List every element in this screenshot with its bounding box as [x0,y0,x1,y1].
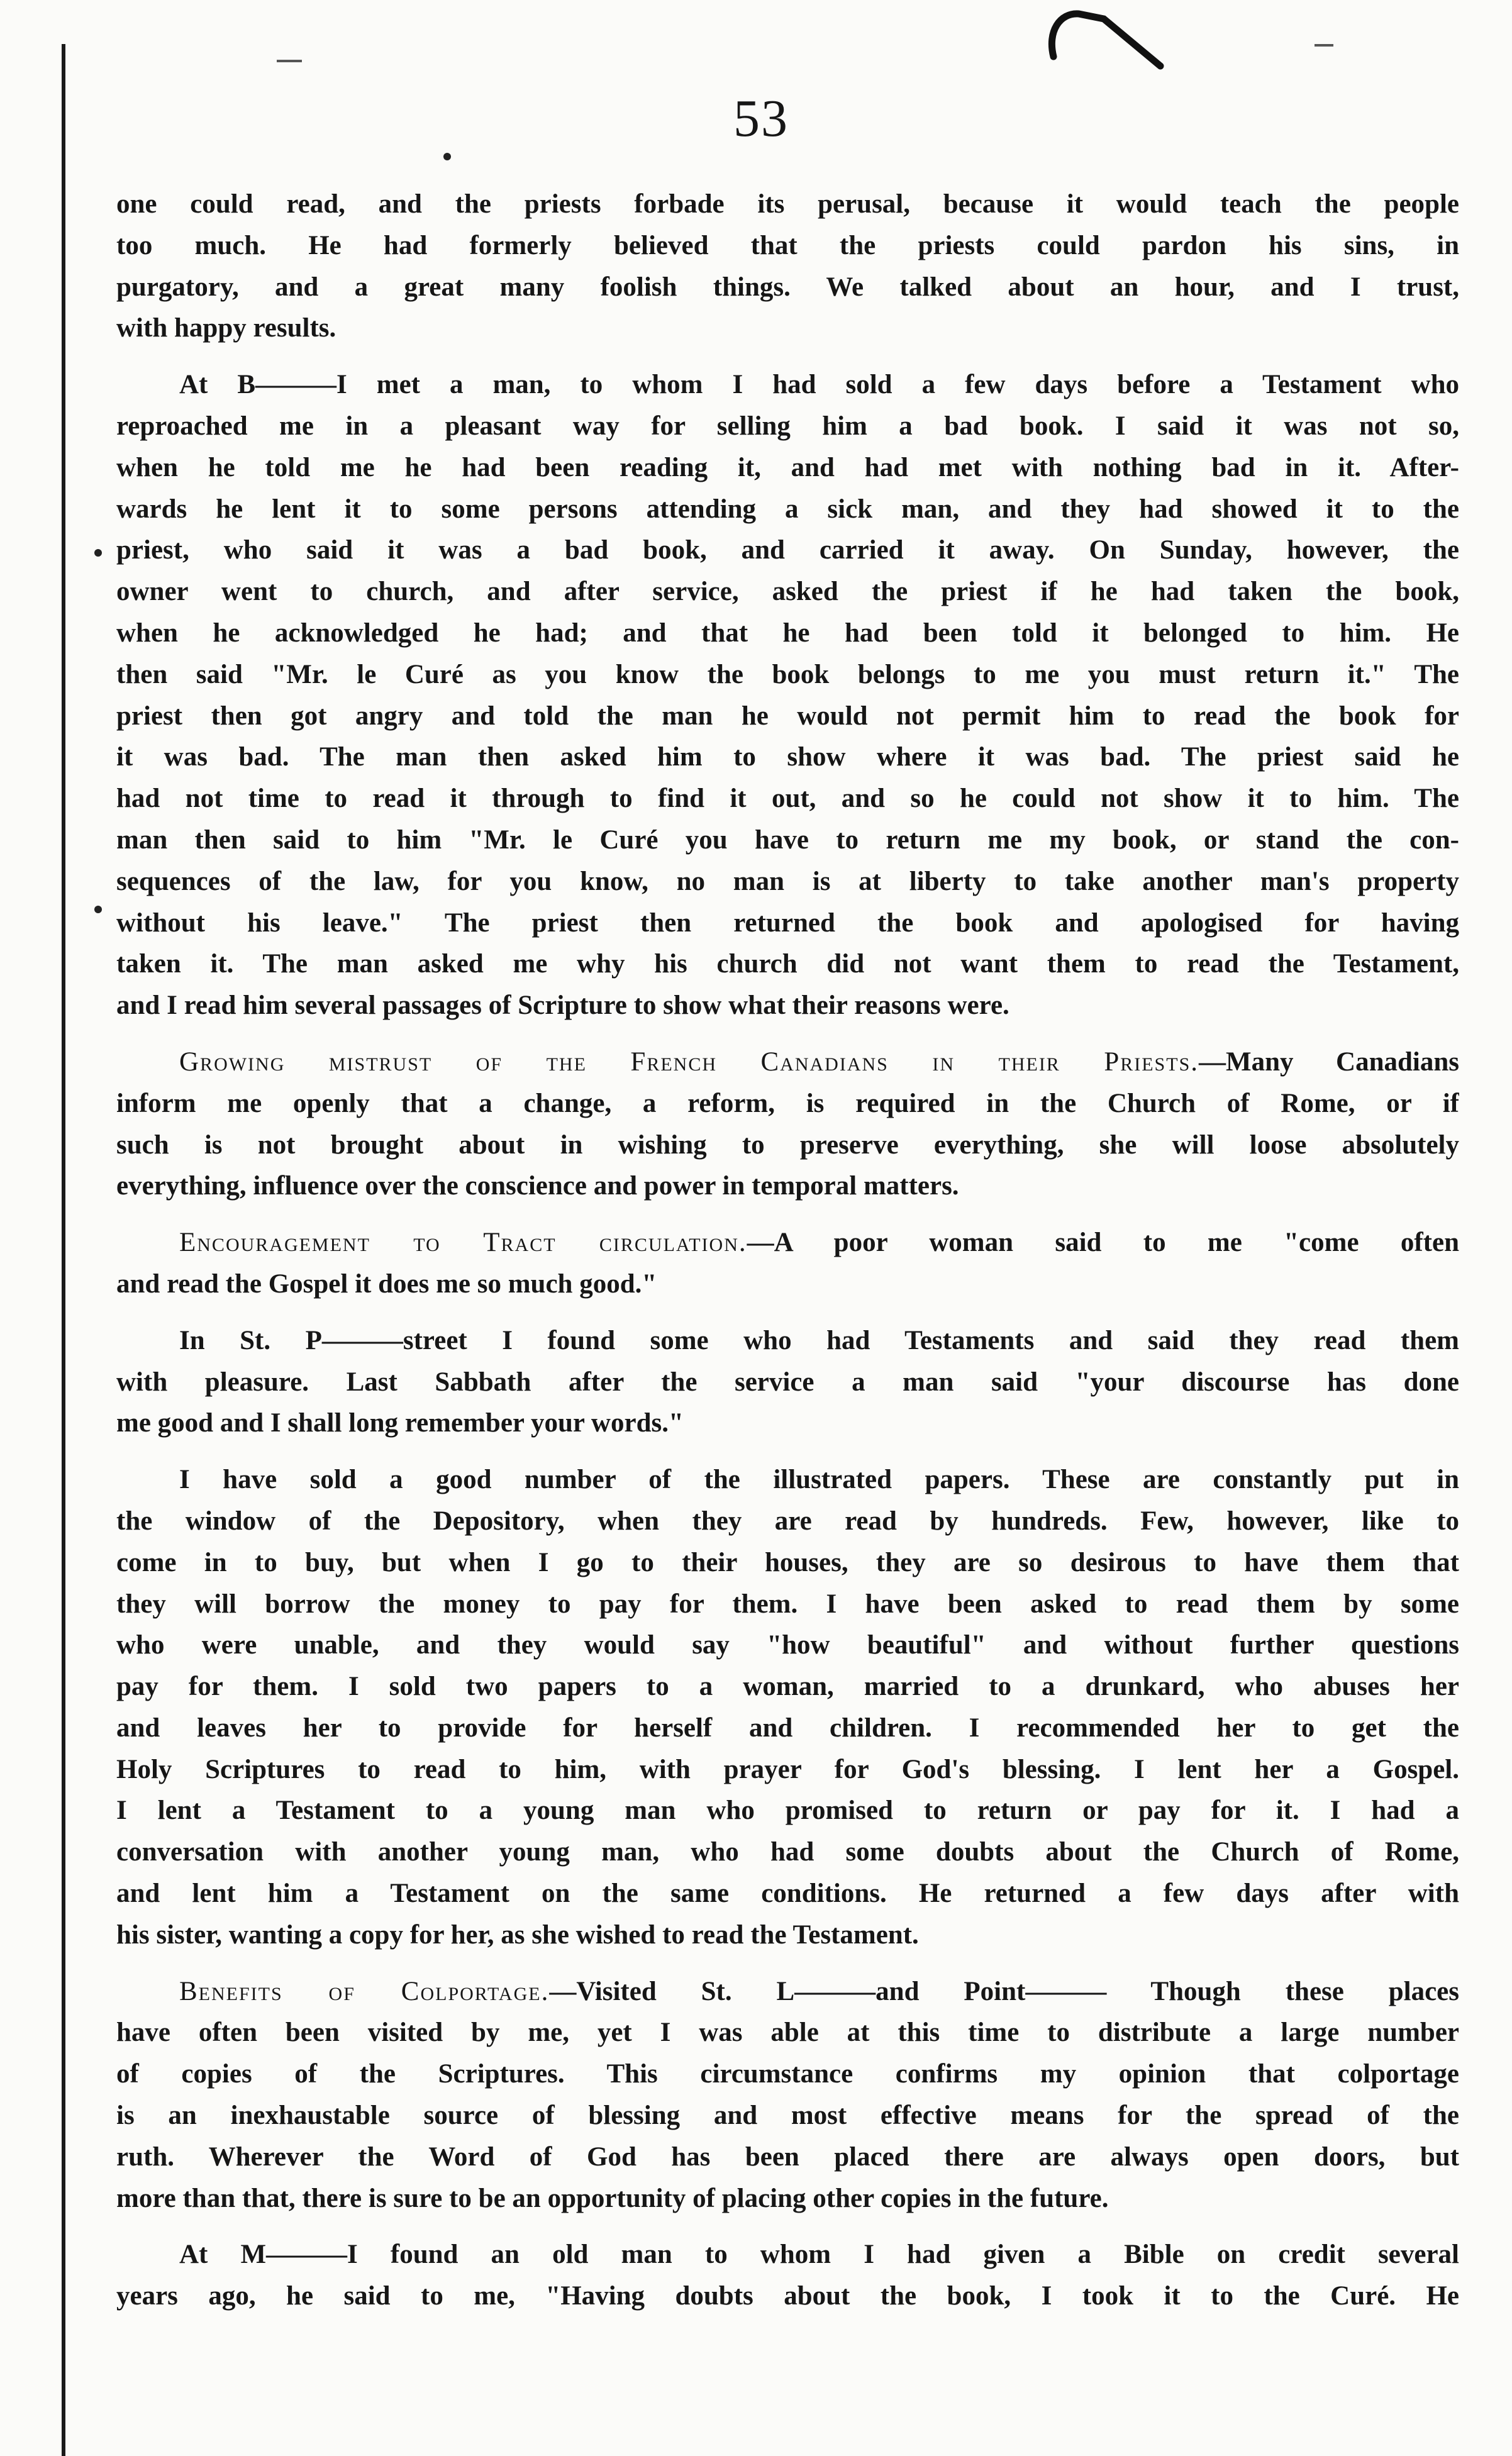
text-line: purgatory, and a great many foolish things. We talked about an hour, and I trust, [116,272,1459,302]
text-line: come in to buy, but when I go to their houses, they are so desirous to have them that [116,1547,1459,1577]
paragraph [116,1222,1459,1305]
section-heading: Encouragement to Tract circulation. [179,1228,747,1258]
section-heading: Benefits of Colportage. [179,1976,550,2006]
text-line: with pleasure. Last Sabbath after the service a man said "your discourse has done [116,1367,1459,1397]
paragraph [116,1042,1459,1207]
scratch-mark [277,60,302,62]
text-line: and lent him a Testament on the same conditions. He returned a few days after with [116,1879,1459,1909]
text-line: without his leave." The priest then returned the book and apologised for having [116,908,1459,938]
text-line: too much. He had formerly believed that the priests could pardon his sins, in [116,230,1459,260]
text-line: I lent a Testament to a young man who promised to return or pay for it. I had a [116,1796,1459,1826]
margin-dot [94,906,102,913]
text-line: have often been visited by me, yet I was able at this time to distribute a large number [116,2018,1459,2048]
pen-mark-icon [1035,6,1186,75]
text-line: they will borrow the money to pay for them. I have been asked to read them by some [116,1589,1459,1619]
text-line: is an inexhaustable source of blessing and most effective means for the spread of the [116,2101,1459,2131]
text-line: priest then got angry and told the man he would not permit him to read the book for [116,701,1459,731]
text-run: —Visited St. L———and Point——— Though these places [549,1976,1459,2006]
text-line: his sister, wanting a copy for her, as she wished to read the Testament. [116,1920,919,1950]
text-run: —A poor woman said to me "come often [747,1228,1459,1258]
text-line: reproached me in a pleasant way for selling him a bad book. I said it was not so, [116,411,1459,441]
text-line: me good and I shall long remember your words." [116,1408,684,1438]
text-line: it was bad. The man then asked him to show where it was bad. The priest said he [116,742,1459,772]
text-line: the window of the Depository, when they are read by hundreds. Few, however, like to [116,1506,1459,1536]
page-number: 53 [733,89,789,148]
text-line: In St. P———street I found some who had Testaments and said they read them [179,1325,1459,1355]
text-line [116,1042,1459,1083]
text-line: and I read him several passages of Scripture to show what their reasons were. [116,991,1009,1021]
text-line: when he told me he had been reading it, and had met with nothing bad in it. After- [116,452,1459,482]
text-line: wards he lent it to some persons attending a sick man, and they had showed it to the [116,494,1459,524]
scratch-mark [1315,44,1333,47]
paragraph [116,1971,1459,2220]
text-run: —Many Canadians [1199,1047,1459,1077]
text-line [116,1222,1459,1264]
paragraph [116,1320,1459,1444]
text-line: pay for them. I sold two papers to a woman, married to a drunkard, who abuses her [116,1672,1459,1702]
text-line: everything, influence over the conscience and power in temporal matters. [116,1171,959,1201]
text-line [116,1971,1459,2013]
text-line: priest, who said it was a bad book, and carried it away. On Sunday, however, the [116,535,1459,565]
text-line: had not time to read it through to find it out, and so he could not show it to him. The [116,784,1459,814]
text-line: sequences of the law, for you know, no man is at liberty to take another man's property [116,866,1459,896]
text-line: conversation with another young man, who had some doubts about the Church of Rome, [116,1837,1459,1867]
body-text [116,184,1459,2332]
text-line: years ago, he said to me, "Having doubts about the book, I took it to the Curé. He [116,2281,1459,2311]
text-line: one could read, and the priests forbade its perusal, because it would teach the people [116,189,1459,219]
text-line: and read the Gospel it does me so much good." [116,1269,657,1299]
text-line: Holy Scriptures to read to him, with prayer for God's blessing. I lent her a Gospel. [116,1754,1459,1784]
text-line: then said "Mr. le Curé as you know the book belongs to me you must return it." The [116,659,1459,689]
text-line: who were unable, and they would say "how beautiful" and without further questions [116,1630,1459,1660]
paragraph [116,364,1459,1026]
paragraph [116,1459,1459,1956]
text-line: owner went to church, and after service, asked the priest if he had taken the book, [116,577,1459,607]
text-line: man then said to him "Mr. le Curé you have to return me my book, or stand the con- [116,825,1459,855]
text-line: such is not brought about in wishing to preserve everything, she will loose absolutely [116,1130,1459,1160]
paragraph [116,2234,1459,2317]
text-line: with happy results. [116,313,336,343]
text-line: of copies of the Scriptures. This circumstance confirms my opinion that colportage [116,2059,1459,2089]
text-line: taken it. The man asked me why his church did not want them to read the Testament, [116,949,1459,979]
text-line: ruth. Wherever the Word of God has been placed there are always open doors, but [116,2142,1459,2172]
text-line: inform me openly that a change, a reform, is required in the Church of Rome, or if [116,1088,1459,1118]
margin-dot [94,549,102,557]
text-line: At B———I met a man, to whom I had sold a few days before a Testament who [179,370,1459,400]
paragraph [116,184,1459,349]
margin-dot [443,153,451,160]
text-line: when he acknowledged he had; and that he had been told it belonged to him. He [116,618,1459,648]
text-line: more than that, there is sure to be an opportunity of placing other copies in the future. [116,2183,1109,2213]
text-line: and leaves her to provide for herself and children. I recommended her to get the [116,1713,1459,1743]
text-line: At M———I found an old man to whom I had given a Bible on credit several [179,2240,1459,2270]
section-heading: Growing mistrust of the French Canadians in their Priests. [179,1047,1199,1077]
text-line: I have sold a good number of the illustrated papers. These are constantly put in [179,1465,1459,1495]
page-edge-rule [62,44,65,2456]
